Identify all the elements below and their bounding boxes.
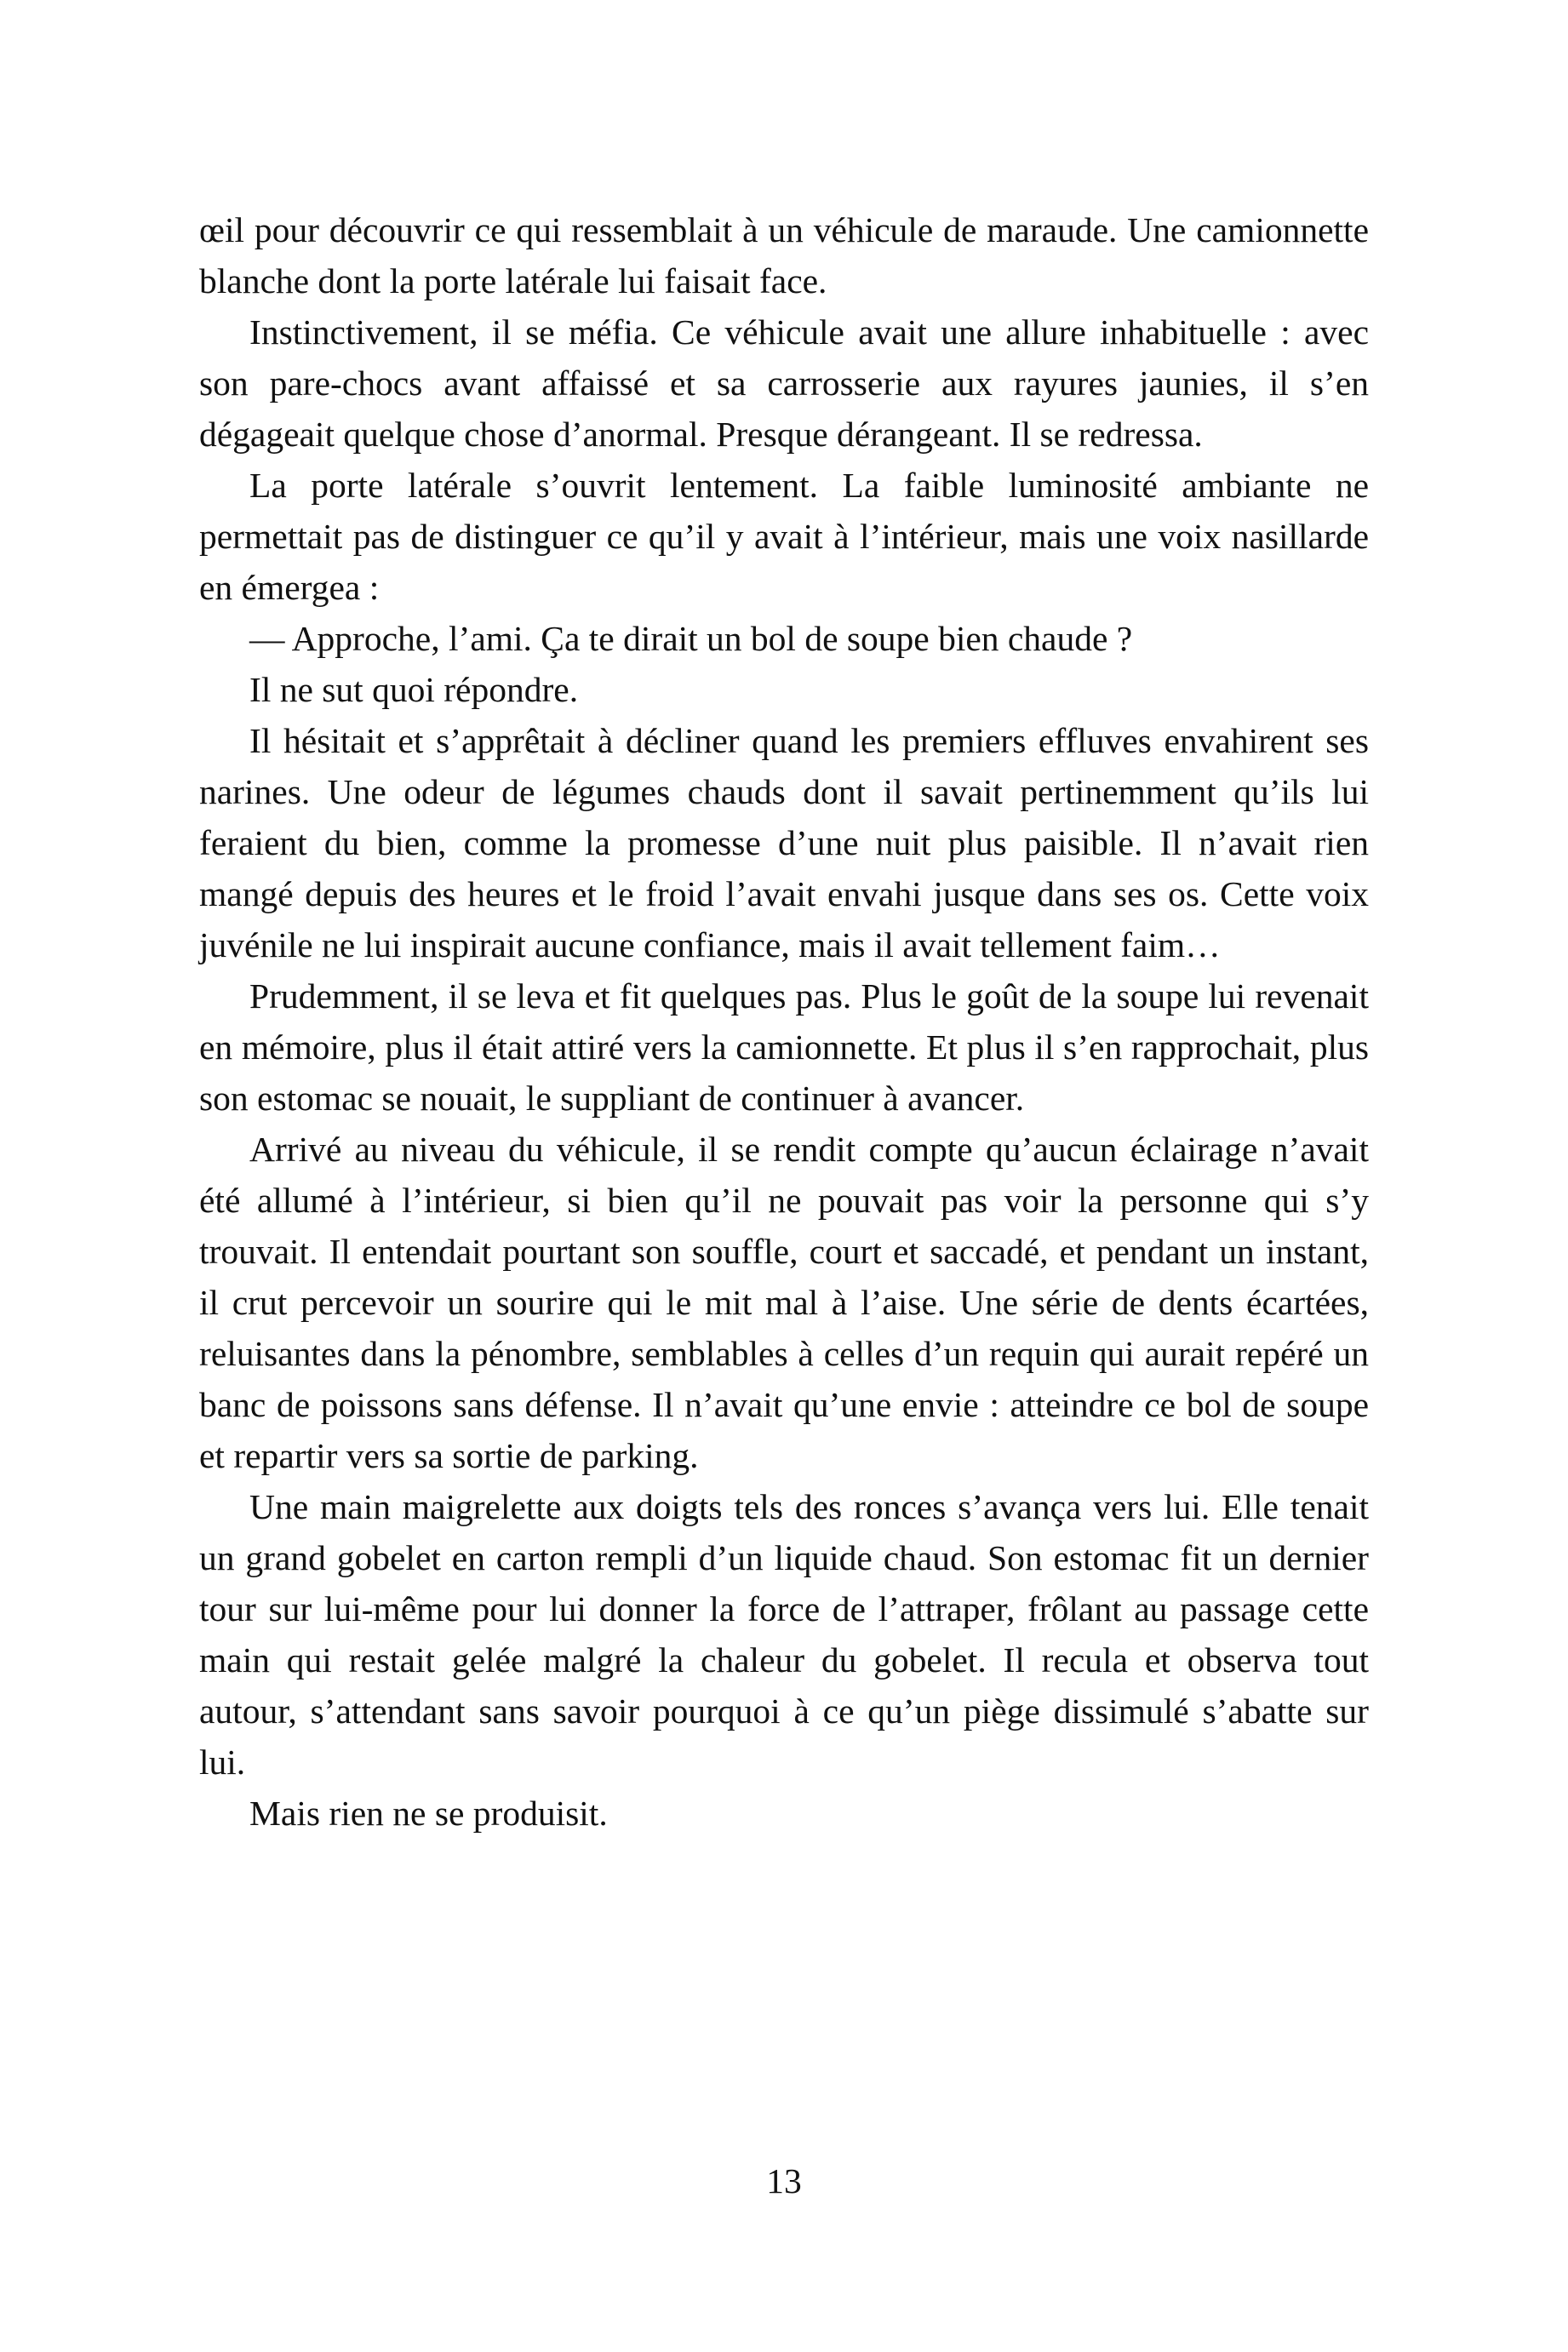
paragraph: Prudemment, il se leva et fit quelques pas. Plus le goût de la soupe lui revenait en mémoire, plus il était attiré vers la camionnette. Et plus il s’en rapprochait, plus son estomac se nouait, le suppliant de continuer à avancer. [199, 976, 1369, 1118]
paragraph: Il hésitait et s’apprêtait à décliner quand les premiers effluves envahirent ses narines. Une odeur de légumes chauds dont il savait pertinemment qu’ils lui feraient du bien, comme la promesse d’une nuit plus paisible. Il n’avait rien mangé depuis des heures et le froid l’avait envahi jusque dans ses os. Cette voix juvénile ne lui inspirait aucune confiance, mais il avait tellement faim… [199, 721, 1369, 964]
page-number: 13 [766, 2161, 802, 2200]
paragraph: Arrivé au niveau du véhicule, il se rendit compte qu’aucun éclairage n’avait été allumé à l’intérieur, si bien qu’il ne pouvait pas voir la personne qui s’y trouvait. Il entendait pourtant son souffle, court et saccadé, et pendant un instant, il crut percevoir un sourire qui le mit mal à l’aise. Une série de dents écartées, reluisantes dans la pénombre, semblables à celles d’un requin qui aurait repéré un banc de poissons sans défense. Il n’avait qu’une envie : atteindre ce bol de soupe et repartir vers sa sortie de parking. [199, 1130, 1369, 1475]
paragraph: œil pour découvrir ce qui ressemblait à un véhicule de maraude. Une camionnette blanche dont la porte latérale lui faisait face. [199, 210, 1369, 300]
paragraph: Une main maigrelette aux doigts tels des ronces s’avança vers lui. Elle tenait un grand gobelet en carton rempli d’un liquide chaud. Son estomac fit un dernier tour sur lui-même pour lui donner la force de l’attraper, frôlant au passage cette main qui restait gelée malgré la chaleur du gobelet. Il recula et observa tout autour, s’attendant sans savoir pourquoi à ce qu’un piège dissimulé s’abatte sur lui. [199, 1487, 1369, 1782]
paragraph: La porte latérale s’ouvrit lentement. La faible luminosité ambiante ne permettait pas de distinguer ce qu’il y avait à l’intérieur, mais une voix nasillarde en émergea : [199, 466, 1369, 607]
body-text [199, 204, 1369, 1839]
dialogue-line: — Approche, l’ami. Ça te dirait un bol de soupe bien chaude ? [249, 619, 1133, 658]
paragraph: Il ne sut quoi répondre. [249, 670, 579, 709]
paragraph: Mais rien ne se produisit. [249, 1794, 608, 1833]
paragraph: Instinctivement, il se méfia. Ce véhicule avait une allure inhabituelle : avec son pare-chocs avant affaissé et sa carrosserie aux rayures jaunies, il s’en dégageait quelque chose d’anormal. Presque dérangeant. Il se redressa. [199, 312, 1369, 454]
